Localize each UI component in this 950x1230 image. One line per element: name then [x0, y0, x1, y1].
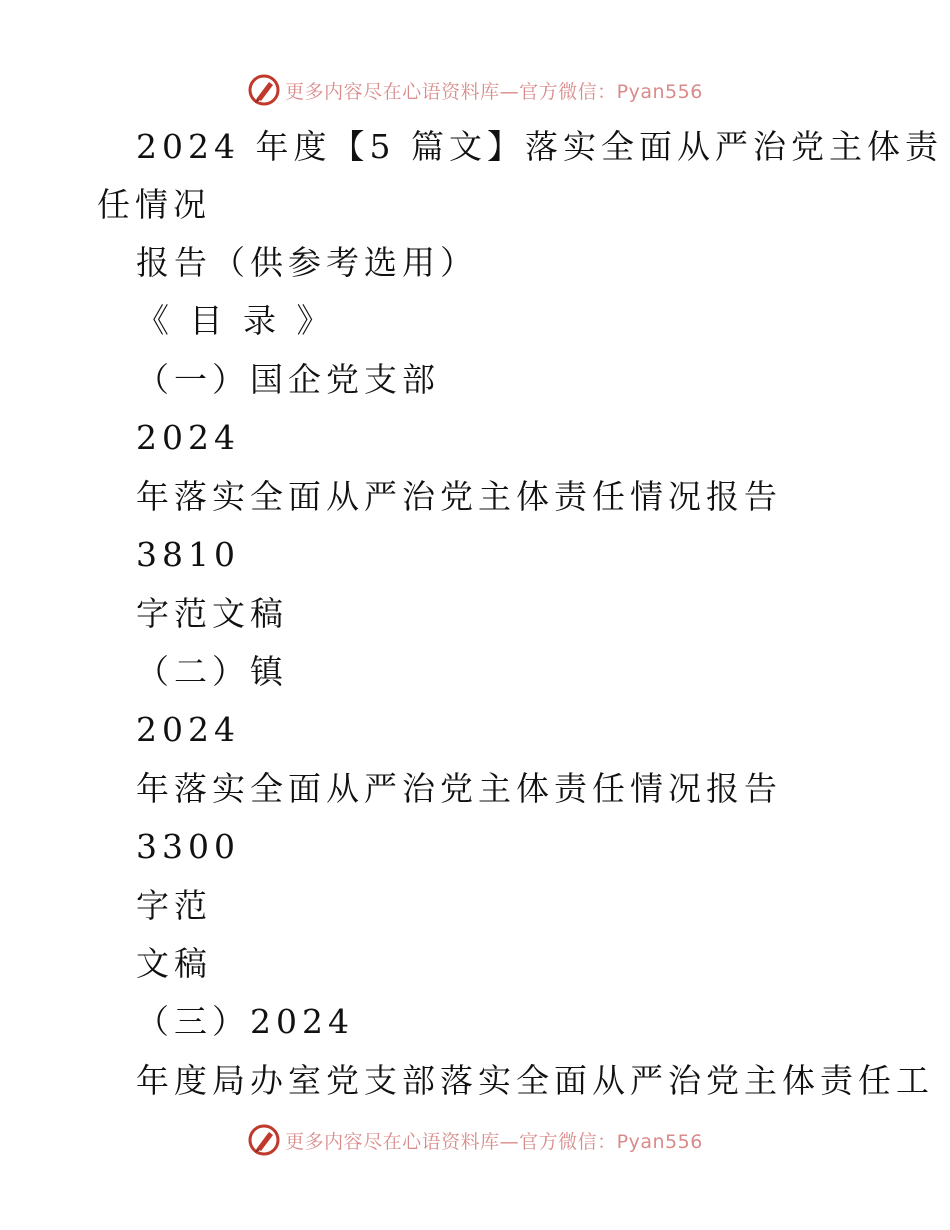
toc-heading: 《 目 录 》: [136, 301, 335, 340]
toc-item-1-suffix: 字范文稿: [136, 594, 288, 633]
toc-item-1-heading: （一）国企党支部: [136, 360, 440, 399]
document-title-line-1: 2024 年度【5 篇文】落实全面从严治党主体责: [136, 127, 943, 166]
toc-item-3-title: 年度局办室党支部落实全面从严治党主体责任工: [136, 1061, 934, 1100]
toc-item-3-heading: （三）2024: [136, 1002, 354, 1041]
toc-item-2-title: 年落实全面从严治党主体责任情况报告: [136, 769, 782, 808]
toc-item-2-year: 2024: [136, 710, 240, 749]
pen-logo-icon: [247, 1123, 281, 1157]
document-subtitle: 报告（供参考选用）: [136, 243, 478, 282]
header-banner-text: 更多内容尽在心语资料库—官方微信：Pyan556: [285, 80, 703, 103]
footer-banner-text: 更多内容尽在心语资料库—官方微信：Pyan556: [285, 1130, 703, 1153]
document-title-line-2: 任情况: [97, 185, 211, 224]
toc-item-2-heading: （二）镇: [136, 652, 288, 691]
toc-item-1-title: 年落实全面从严治党主体责任情况报告: [136, 477, 782, 516]
footer-banner: [0, 1120, 950, 1160]
toc-item-1-wordcount: 3810: [136, 535, 240, 574]
toc-item-2-suffix-2: 文稿: [136, 944, 212, 983]
toc-item-2-wordcount: 3300: [136, 827, 240, 866]
toc-item-2-suffix-1: 字范: [136, 886, 212, 925]
toc-item-1-year: 2024: [136, 418, 240, 457]
